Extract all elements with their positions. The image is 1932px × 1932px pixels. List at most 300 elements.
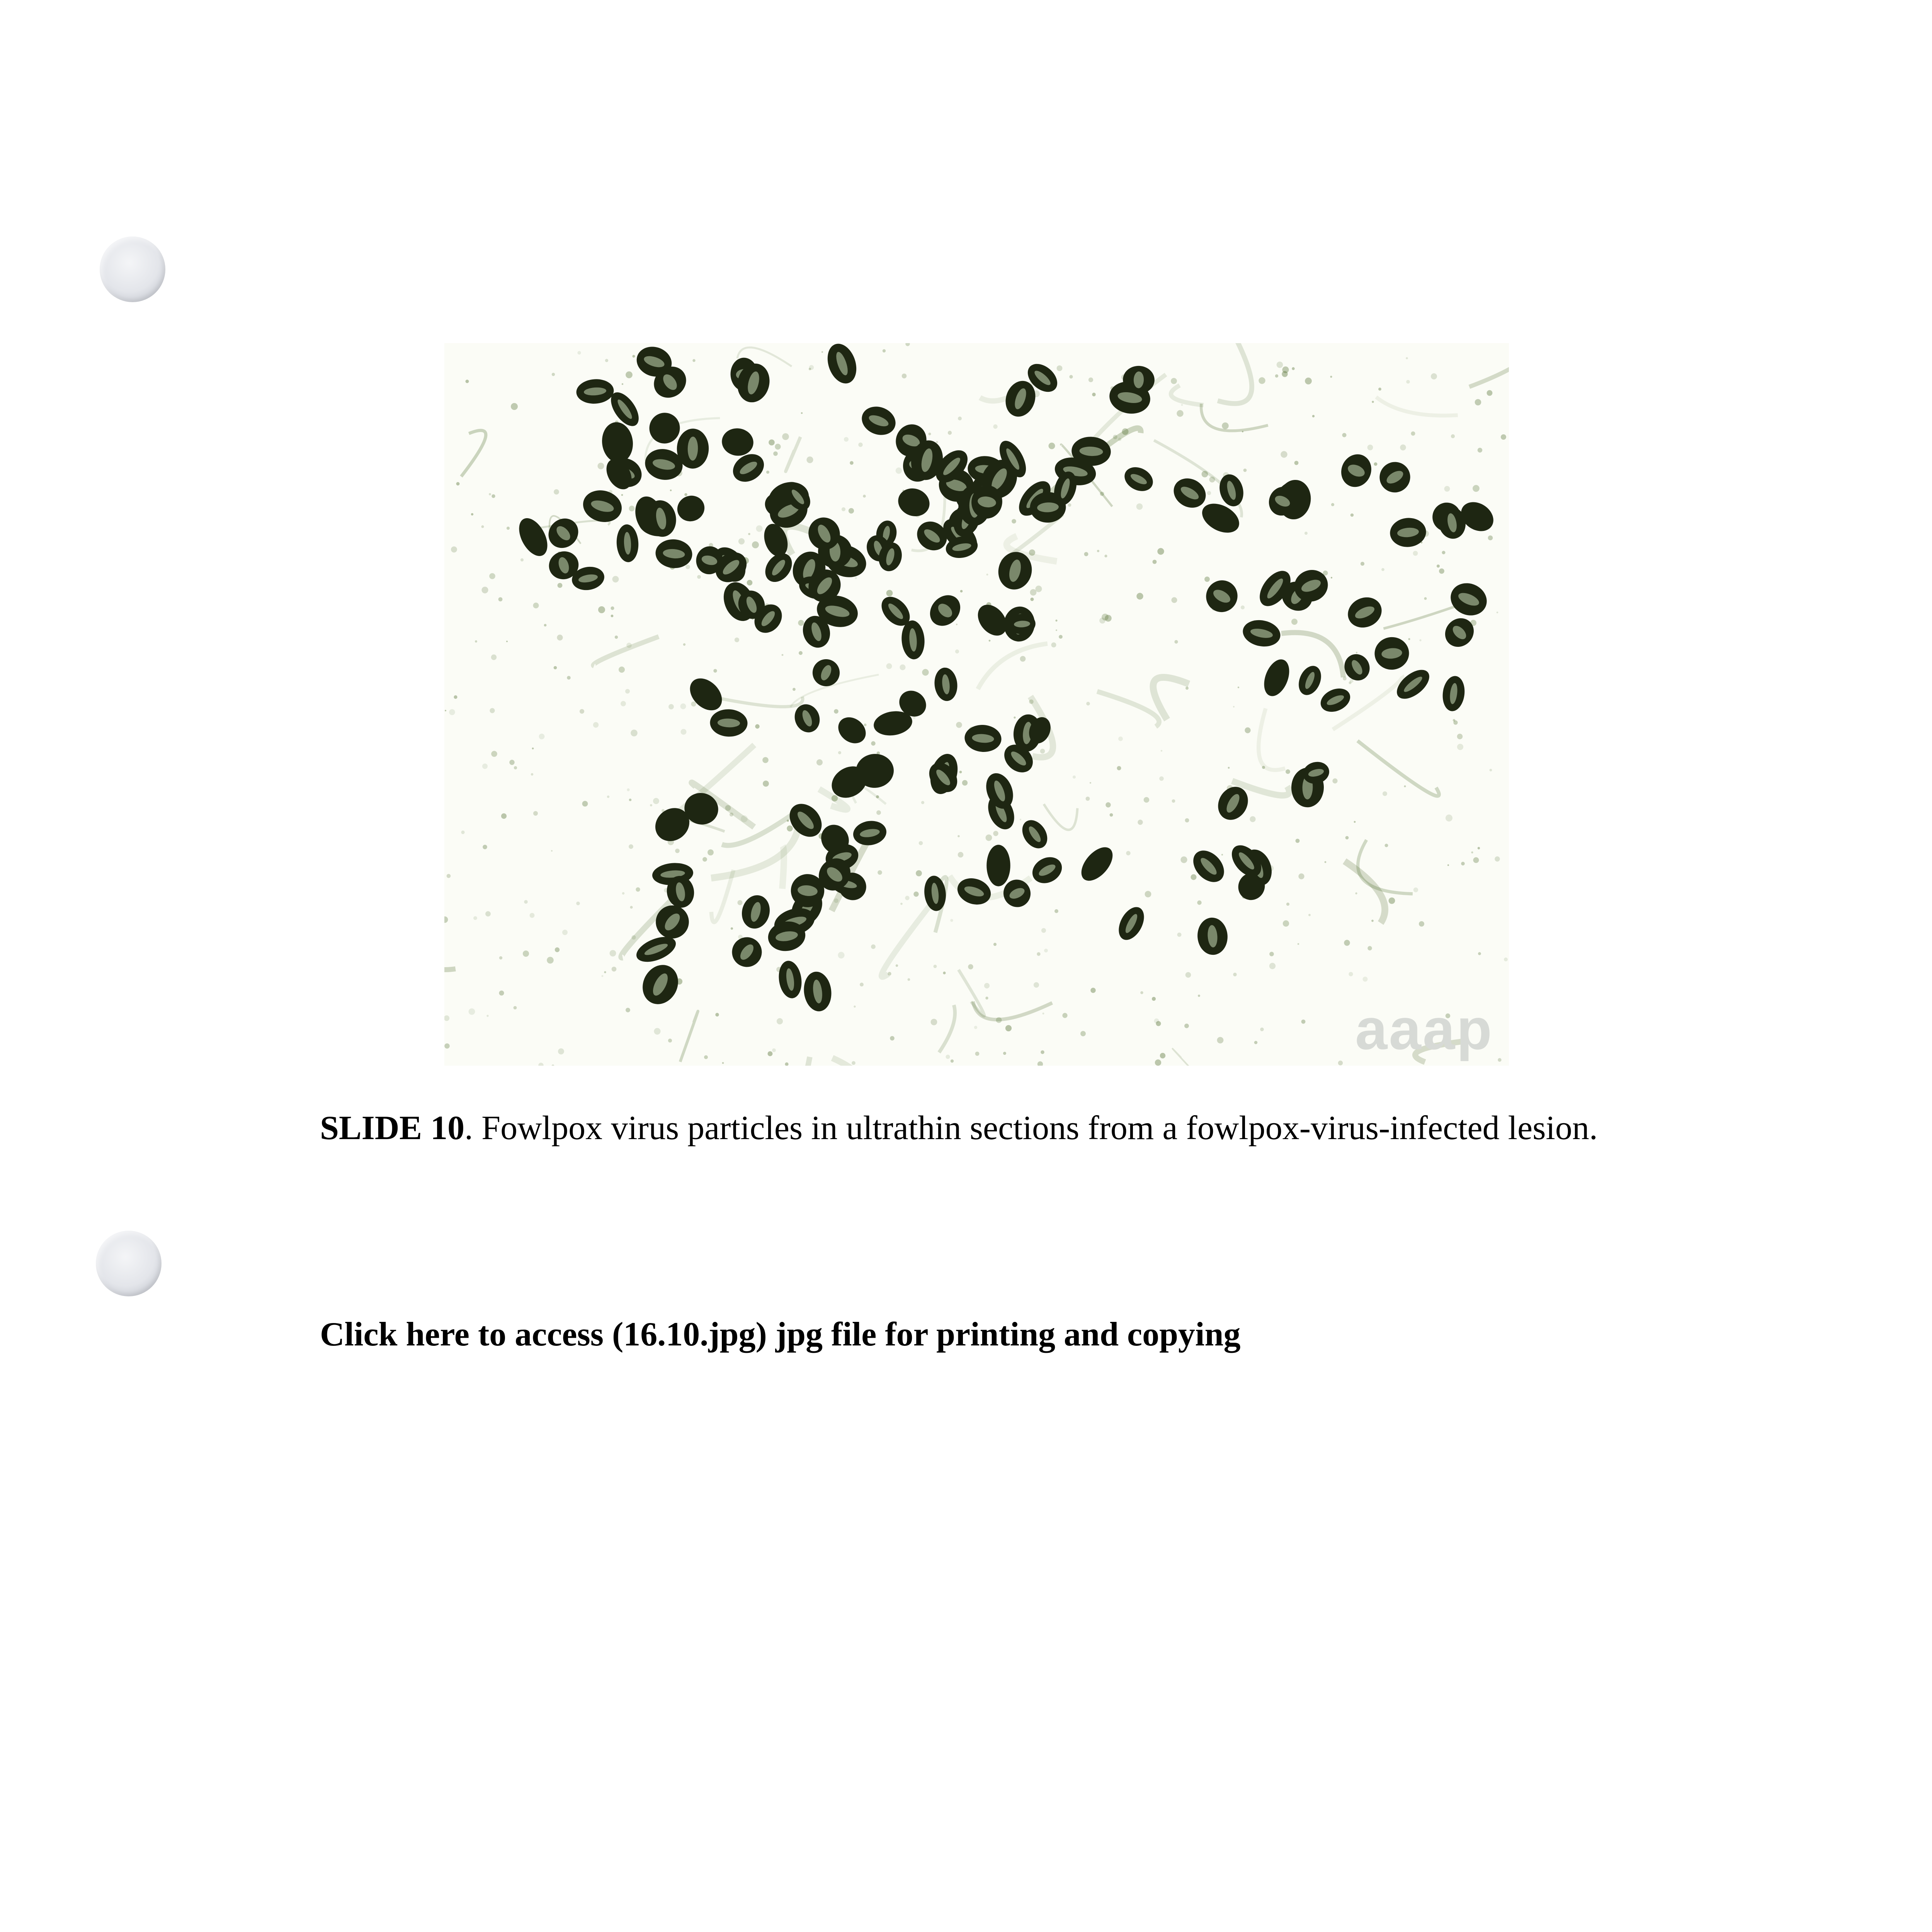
virus-particle bbox=[726, 931, 768, 973]
tissue-speckle bbox=[629, 799, 632, 801]
tissue-strand bbox=[939, 1005, 955, 1053]
tissue-speckle bbox=[1104, 554, 1107, 557]
tissue-speckle bbox=[763, 781, 769, 787]
tissue-speckle bbox=[1304, 532, 1308, 535]
tissue-speckle bbox=[1044, 949, 1048, 952]
tissue-speckle bbox=[1181, 404, 1183, 406]
tissue-speckle bbox=[514, 1006, 517, 1010]
tissue-speckle bbox=[1228, 767, 1230, 769]
tissue-speckle bbox=[447, 874, 451, 878]
virus-particle bbox=[802, 970, 833, 1013]
virus-particle bbox=[858, 402, 900, 440]
tissue-speckle bbox=[755, 724, 759, 728]
virus-particle bbox=[894, 484, 934, 520]
virus-particle bbox=[851, 818, 888, 847]
tissue-speckle bbox=[747, 580, 753, 586]
tissue-speckle bbox=[1478, 448, 1482, 452]
tissue-speckle bbox=[1136, 503, 1143, 510]
tissue-speckle bbox=[1090, 988, 1095, 993]
tissue-speckle bbox=[1105, 615, 1112, 622]
tissue-speckle bbox=[958, 852, 964, 858]
micrograph-drawing bbox=[444, 343, 1509, 1066]
tissue-speckle bbox=[948, 431, 952, 435]
virus-particle bbox=[924, 589, 966, 632]
tissue-speckle bbox=[798, 620, 804, 626]
virus-particle bbox=[981, 769, 1018, 813]
tissue-speckle bbox=[692, 359, 695, 362]
tissue-speckle bbox=[1330, 376, 1332, 378]
virus-particle bbox=[1241, 617, 1283, 650]
tissue-speckle bbox=[838, 952, 844, 958]
tissue-speckle bbox=[735, 638, 739, 642]
tissue-speckle bbox=[864, 724, 867, 726]
slide-number-label: SLIDE 10 bbox=[320, 1109, 465, 1147]
tissue-speckle bbox=[1180, 856, 1187, 863]
tissue-strand bbox=[782, 846, 784, 889]
tissue-speckle bbox=[1305, 378, 1312, 384]
tissue-strand bbox=[786, 437, 800, 471]
tissue-speckle bbox=[993, 831, 998, 836]
tissue-speckle bbox=[1446, 815, 1452, 821]
tissue-speckle bbox=[1118, 736, 1123, 741]
tissue-speckle bbox=[900, 665, 906, 670]
tissue-speckle bbox=[1406, 380, 1410, 384]
tissue-speckle bbox=[1245, 727, 1250, 733]
tissue-speckle bbox=[922, 669, 929, 675]
tissue-speckle bbox=[908, 978, 910, 981]
tissue-speckle bbox=[731, 927, 733, 930]
tissue-speckle bbox=[858, 442, 862, 447]
tissue-speckle bbox=[787, 825, 793, 831]
tissue-speckle bbox=[1043, 1013, 1044, 1015]
virus-particle bbox=[1343, 592, 1386, 633]
tissue-speckle bbox=[943, 971, 946, 974]
tissue-speckle bbox=[852, 1061, 855, 1065]
tissue-speckle bbox=[902, 374, 907, 379]
virus-particles bbox=[513, 343, 1499, 1013]
virus-particle bbox=[513, 514, 553, 561]
tissue-speckle bbox=[552, 373, 555, 376]
tissue-speckle bbox=[576, 901, 580, 905]
virus-particle bbox=[1028, 852, 1066, 888]
tissue-speckle bbox=[1222, 422, 1229, 429]
particle-envelope bbox=[600, 420, 635, 464]
tissue-speckle bbox=[551, 850, 553, 852]
tissue-speckle bbox=[1301, 1020, 1306, 1024]
tissue-speckle bbox=[878, 870, 882, 875]
tissue-speckle bbox=[1439, 568, 1444, 574]
virus-particle bbox=[1374, 456, 1416, 498]
tissue-speckle bbox=[1037, 1061, 1043, 1066]
tissue-speckle bbox=[668, 704, 674, 709]
tissue-speckle bbox=[1444, 486, 1450, 492]
virus-particle bbox=[543, 512, 584, 554]
tissue-speckle bbox=[626, 643, 632, 648]
tissue-speckle bbox=[956, 722, 962, 728]
tissue-speckle bbox=[483, 845, 487, 849]
tissue-speckle bbox=[621, 701, 626, 706]
tissue-speckle bbox=[524, 900, 528, 904]
tissue-speckle bbox=[741, 815, 748, 822]
tissue-speckle bbox=[854, 1005, 855, 1007]
tissue-speckle bbox=[715, 1013, 719, 1016]
virus-particle bbox=[1121, 463, 1157, 496]
tissue-strand bbox=[959, 970, 985, 1016]
tissue-speckle bbox=[1086, 702, 1090, 706]
tissue-speckle bbox=[1088, 378, 1093, 382]
tissue-speckle bbox=[1041, 1050, 1044, 1054]
tissue-speckle bbox=[1331, 577, 1332, 578]
tissue-speckle bbox=[604, 971, 606, 973]
tissue-speckle bbox=[544, 624, 547, 627]
tissue-speckle bbox=[1475, 399, 1481, 406]
virus-particle bbox=[616, 524, 639, 563]
particle-envelope bbox=[1075, 842, 1119, 886]
virus-particle bbox=[954, 874, 994, 908]
tissue-speckle bbox=[993, 943, 997, 946]
tissue-speckle bbox=[1041, 928, 1046, 933]
tissue-speckle bbox=[725, 805, 731, 811]
tissue-speckle bbox=[752, 541, 759, 548]
tissue-strand bbox=[1358, 840, 1413, 894]
tissue-strand bbox=[680, 1011, 698, 1062]
tissue-speckle bbox=[444, 917, 448, 923]
virus-particle bbox=[1216, 472, 1247, 509]
tissue-speckle bbox=[1447, 864, 1449, 866]
tissue-speckle bbox=[787, 820, 789, 822]
tissue-speckle bbox=[876, 795, 879, 798]
tissue-speckle bbox=[554, 666, 557, 670]
tissue-speckle bbox=[1233, 706, 1235, 707]
tissue-speckle bbox=[610, 950, 616, 957]
virus-particle bbox=[720, 427, 755, 457]
tissue-strand bbox=[1357, 741, 1439, 796]
tissue-speckle bbox=[1457, 734, 1463, 740]
tissue-speckle bbox=[1136, 593, 1143, 599]
tissue-speckle bbox=[444, 1015, 449, 1021]
virus-particle bbox=[1187, 845, 1230, 888]
tissue-speckle bbox=[929, 433, 931, 435]
tissue-speckle bbox=[1202, 471, 1208, 478]
tissue-speckle bbox=[842, 507, 845, 511]
virus-particle bbox=[777, 959, 804, 1000]
tissue-speckle bbox=[507, 527, 510, 530]
tissue-speckle bbox=[1275, 374, 1278, 378]
tissue-speckle bbox=[1241, 605, 1245, 609]
tissue-strand bbox=[1171, 385, 1203, 405]
tissue-speckle bbox=[1209, 476, 1215, 482]
tissue-speckle bbox=[1110, 813, 1113, 817]
tissue-strand bbox=[978, 644, 1048, 689]
image-watermark: aaap bbox=[1355, 997, 1493, 1061]
virus-particle bbox=[900, 620, 926, 660]
tissue-speckle bbox=[1099, 617, 1105, 624]
tissue-speckle bbox=[957, 835, 960, 837]
tissue-speckle bbox=[552, 1065, 554, 1066]
tissue-speckle bbox=[1117, 766, 1121, 770]
tissue-speckle bbox=[582, 801, 588, 807]
tissue-speckle bbox=[1495, 856, 1500, 861]
virus-particle bbox=[575, 378, 614, 405]
tissue-speckle bbox=[768, 1051, 773, 1056]
tissue-speckle bbox=[1457, 744, 1463, 750]
tissue-speckle bbox=[838, 751, 841, 754]
tissue-speckle bbox=[1051, 643, 1056, 648]
tissue-speckle bbox=[598, 606, 605, 613]
virus-particle bbox=[738, 892, 773, 932]
tissue-speckle bbox=[1490, 769, 1492, 772]
tissue-speckle bbox=[1453, 720, 1458, 724]
tissue-speckle bbox=[984, 983, 990, 988]
tissue-speckle bbox=[1029, 549, 1035, 556]
tissue-speckle bbox=[1355, 892, 1357, 894]
tissue-speckle bbox=[1259, 377, 1265, 384]
tissue-speckle bbox=[1086, 797, 1090, 801]
tissue-speckle bbox=[444, 1043, 450, 1049]
tissue-speckle bbox=[890, 1036, 895, 1041]
tissue-speckle bbox=[871, 741, 875, 745]
tissue-speckle bbox=[1471, 851, 1473, 853]
tissue-speckle bbox=[1260, 1027, 1264, 1031]
tissue-speckle bbox=[580, 709, 584, 714]
tissue-speckle bbox=[985, 997, 988, 999]
tissue-speckle bbox=[482, 764, 488, 769]
tissue-speckle bbox=[762, 757, 769, 763]
tissue-speckle bbox=[1161, 750, 1163, 752]
tissue-speckle bbox=[612, 576, 619, 583]
tissue-speckle bbox=[1350, 514, 1354, 517]
tissue-speckle bbox=[631, 935, 636, 939]
tissue-speckle bbox=[1400, 444, 1406, 450]
tissue-speckle bbox=[475, 640, 477, 643]
tissue-speckle bbox=[1269, 952, 1274, 956]
tissue-speckle bbox=[772, 1048, 776, 1052]
tissue-speckle bbox=[916, 870, 922, 876]
tissue-speckle bbox=[1419, 639, 1421, 641]
tissue-speckle bbox=[793, 688, 796, 691]
tissue-speckle bbox=[1338, 1061, 1343, 1065]
tissue-speckle bbox=[951, 1060, 954, 1063]
tissue-speckle bbox=[593, 722, 599, 728]
tissue-speckle bbox=[680, 704, 686, 709]
tissue-speckle bbox=[773, 451, 778, 456]
tissue-speckle bbox=[1029, 699, 1034, 704]
tissue-speckle bbox=[769, 439, 775, 446]
tissue-speckle bbox=[1291, 619, 1298, 625]
jpg-file-access-link[interactable]: Click here to access (16.10.jpg) jpg file for printing and copying bbox=[320, 1316, 1241, 1353]
tissue-speckle bbox=[498, 597, 503, 602]
tissue-speckle bbox=[625, 689, 630, 694]
tissue-speckle bbox=[1504, 957, 1508, 961]
tissue-speckle bbox=[931, 1019, 937, 1026]
tissue-speckle bbox=[782, 433, 789, 440]
tissue-strand bbox=[1201, 404, 1268, 431]
tissue-speckle bbox=[1356, 652, 1357, 653]
tissue-speckle bbox=[1172, 799, 1175, 803]
tissue-speckle bbox=[1105, 802, 1111, 807]
tissue-speckle bbox=[1030, 589, 1037, 596]
tissue-speckle bbox=[1354, 821, 1356, 823]
tissue-speckle bbox=[806, 456, 813, 463]
tissue-speckle bbox=[900, 903, 903, 905]
tissue-speckle bbox=[1056, 629, 1057, 631]
tissue-speckle bbox=[1062, 1013, 1067, 1018]
virus-particle bbox=[673, 492, 708, 525]
tissue-speckle bbox=[636, 887, 640, 891]
tissue-speckle bbox=[1381, 568, 1384, 571]
virus-particle bbox=[1259, 656, 1294, 700]
tissue-speckle bbox=[1413, 551, 1418, 556]
tissue-speckle bbox=[844, 437, 849, 442]
tissue-speckle bbox=[1069, 375, 1073, 378]
tissue-speckle bbox=[1243, 469, 1247, 472]
tissue-speckle bbox=[834, 898, 838, 903]
virus-particle bbox=[933, 667, 959, 702]
tissue-speckle bbox=[577, 351, 581, 354]
tissue-speckle bbox=[598, 463, 604, 469]
tissue-speckle bbox=[555, 947, 560, 952]
tissue-speckle bbox=[896, 468, 902, 474]
tissue-speckle bbox=[1361, 562, 1364, 566]
tissue-strand bbox=[461, 430, 486, 476]
tissue-speckle bbox=[1372, 401, 1374, 403]
tissue-speckle bbox=[630, 906, 633, 908]
tissue-speckle bbox=[611, 606, 614, 610]
tissue-speckle bbox=[650, 804, 652, 806]
tissue-speckle bbox=[466, 380, 469, 383]
tissue-speckle bbox=[1406, 357, 1408, 359]
tissue-speckle bbox=[960, 590, 963, 593]
virus-particle bbox=[986, 845, 1010, 886]
tissue-strand bbox=[1097, 691, 1159, 726]
virus-particle bbox=[1017, 815, 1052, 853]
electron-micrograph-image bbox=[444, 343, 1509, 1066]
tissue-speckle bbox=[905, 343, 910, 346]
virus-particle bbox=[833, 712, 871, 748]
tissue-speckle bbox=[1014, 716, 1015, 718]
virus-particle bbox=[1336, 450, 1376, 492]
tissue-speckle bbox=[1298, 943, 1299, 945]
tissue-speckle bbox=[1411, 432, 1415, 436]
tissue-strand bbox=[1218, 343, 1252, 403]
tissue-speckle bbox=[821, 351, 823, 353]
binder-punch-hole-top bbox=[100, 236, 165, 302]
tissue-speckle bbox=[1049, 443, 1055, 449]
tissue-speckle bbox=[683, 643, 685, 646]
tissue-speckle bbox=[1442, 551, 1446, 554]
tissue-speckle bbox=[834, 709, 838, 714]
tissue-speckle bbox=[713, 669, 717, 672]
virus-particle bbox=[1294, 662, 1325, 698]
tissue-speckle bbox=[1172, 597, 1177, 603]
tissue-speckle bbox=[989, 640, 991, 642]
tissue-speckle bbox=[1138, 820, 1143, 825]
tissue-speckle bbox=[974, 1026, 977, 1029]
tissue-speckle bbox=[1349, 972, 1353, 976]
tissue-speckle bbox=[1100, 492, 1104, 496]
tissue-speckle bbox=[681, 729, 687, 735]
tissue-speckle bbox=[886, 663, 892, 669]
tissue-strand bbox=[1376, 397, 1458, 416]
tissue-speckle bbox=[1003, 1052, 1006, 1055]
tissue-speckle bbox=[1312, 415, 1315, 417]
virus-particle bbox=[1446, 578, 1492, 621]
tissue-speckle bbox=[532, 748, 534, 750]
tissue-speckle bbox=[1140, 991, 1143, 994]
tissue-speckle bbox=[1156, 1021, 1161, 1026]
tissue-speckle bbox=[602, 975, 604, 977]
tissue-speckle bbox=[670, 490, 672, 492]
tissue-speckle bbox=[832, 795, 838, 801]
tissue-speckle bbox=[1431, 373, 1437, 379]
tissue-speckle bbox=[1233, 973, 1236, 976]
tissue-speckle bbox=[921, 801, 924, 804]
tissue-speckle bbox=[627, 788, 629, 791]
tissue-speckle bbox=[567, 676, 571, 680]
tissue-speckle bbox=[1298, 873, 1304, 879]
tissue-speckle bbox=[730, 813, 733, 816]
tissue-speckle bbox=[454, 695, 457, 699]
virus-particle bbox=[1439, 612, 1480, 653]
tissue-speckle bbox=[1012, 519, 1016, 524]
virus-particle bbox=[684, 672, 728, 717]
tissue-speckle bbox=[1292, 367, 1294, 370]
particle-envelope bbox=[513, 514, 553, 561]
tissue-speckle bbox=[1385, 844, 1388, 847]
tissue-speckle bbox=[691, 702, 696, 707]
tissue-speckle bbox=[490, 708, 495, 713]
tissue-speckle bbox=[554, 489, 559, 495]
tissue-speckle bbox=[946, 1055, 950, 1059]
tissue-speckle bbox=[785, 1062, 788, 1066]
tissue-speckle bbox=[1152, 997, 1156, 1001]
tissue-speckle bbox=[1020, 819, 1021, 820]
tissue-speckle bbox=[993, 424, 997, 429]
tissue-speckle bbox=[1055, 619, 1057, 621]
tissue-speckle bbox=[919, 841, 923, 845]
tissue-speckle bbox=[1090, 782, 1091, 784]
tissue-speckle bbox=[1296, 839, 1300, 843]
virus-particle bbox=[1373, 636, 1410, 671]
tissue-speckle bbox=[863, 495, 866, 498]
tissue-speckle bbox=[1184, 1024, 1189, 1028]
tissue-speckle bbox=[766, 471, 769, 474]
tissue-speckle bbox=[1185, 972, 1191, 978]
tissue-speckle bbox=[860, 983, 864, 986]
tissue-speckle bbox=[986, 835, 992, 841]
tissue-speckle bbox=[629, 506, 635, 512]
virus-particle bbox=[1441, 675, 1467, 713]
tissue-speckle bbox=[1325, 861, 1327, 863]
tissue-speckle bbox=[1367, 946, 1372, 950]
tissue-speckle bbox=[748, 533, 750, 535]
tissue-speckle bbox=[1501, 434, 1506, 440]
tissue-speckle bbox=[996, 1017, 1002, 1023]
tissue-speckle bbox=[1437, 565, 1440, 568]
tissue-speckle bbox=[1068, 503, 1071, 507]
tissue-speckle bbox=[506, 641, 508, 642]
tissue-speckle bbox=[531, 773, 533, 776]
tissue-speckle bbox=[511, 403, 518, 410]
tissue-speckle bbox=[968, 964, 973, 969]
tissue-speckle bbox=[801, 412, 803, 414]
tissue-speckle bbox=[697, 575, 701, 579]
tissue-speckle bbox=[473, 916, 477, 920]
tissue-strand bbox=[1173, 1049, 1204, 1066]
tissue-strands bbox=[444, 343, 1509, 1066]
tissue-speckle bbox=[1331, 503, 1334, 506]
tissue-speckle bbox=[509, 760, 514, 765]
